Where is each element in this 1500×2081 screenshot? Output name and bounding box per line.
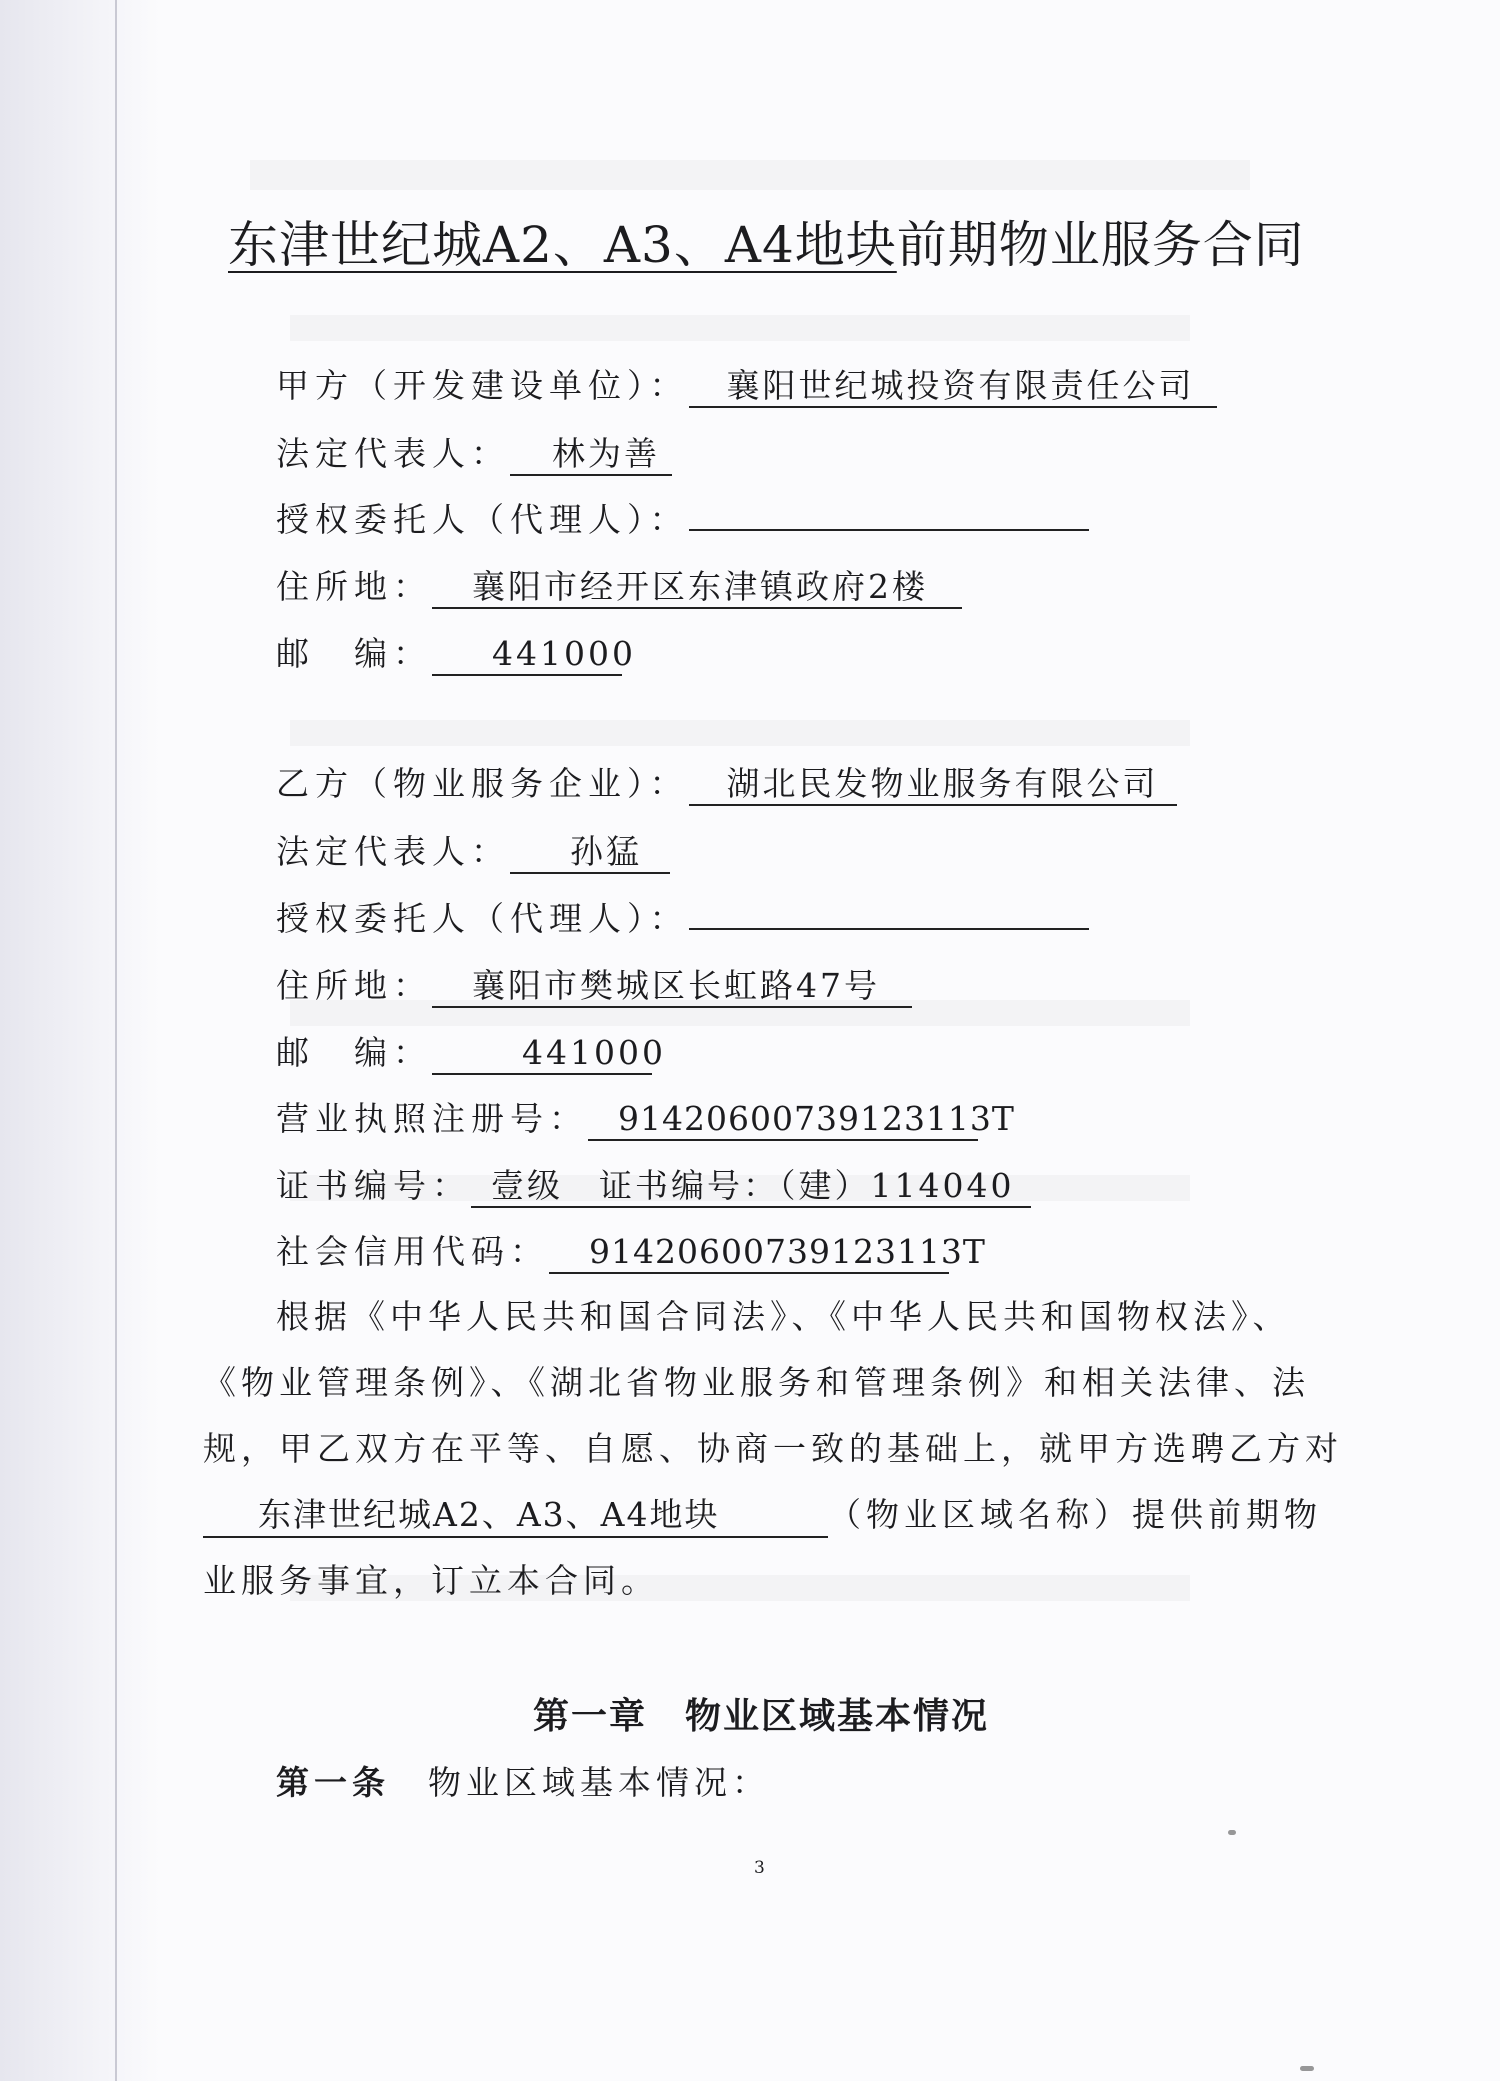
- document-title: [228, 205, 1305, 277]
- scan-speck-bottom: [1300, 2066, 1314, 2071]
- title-contract-name: 前期物业服务合同: [896, 216, 1305, 274]
- party-a-name: 襄阳世纪城投资有限责任公司: [689, 366, 1217, 408]
- party-b-rep: 孙猛: [510, 832, 670, 874]
- bleed-through-band-1: [250, 160, 1250, 190]
- party-b-address-line: [276, 960, 912, 1008]
- license-number: 91420600739123113T: [588, 1099, 978, 1141]
- bleed-through-band-2: [290, 315, 1190, 341]
- article-1: [276, 1757, 770, 1804]
- party-a-rep-line: [276, 428, 672, 476]
- party-a-address-line: [276, 561, 962, 609]
- scan-left-shadow: [0, 0, 160, 2081]
- party-b-agent-label: 授权委托人（代理人）：: [276, 899, 689, 938]
- party-b-postcode-line: [276, 1027, 666, 1075]
- party-b-agent-line: [276, 893, 1089, 940]
- party-b-line: [276, 758, 1177, 806]
- certificate-line: [276, 1160, 1031, 1208]
- credit-code: 91420600739123113T: [549, 1232, 949, 1274]
- page-number: 3: [754, 1858, 765, 1878]
- party-a-postcode-label: 邮 编：: [276, 634, 432, 673]
- party-b-name: 湖北民发物业服务有限公司: [689, 764, 1177, 806]
- party-b-agent-blank: [689, 900, 1089, 930]
- party-a-rep: 林为善: [510, 434, 672, 476]
- preamble-line-3: 规，甲乙双方在平等、自愿、协商一致的基础上，就甲方选聘乙方对: [203, 1429, 1343, 1468]
- party-b-address-label: 住所地：: [276, 966, 432, 1005]
- cert-no: （建）114040: [779, 1166, 1015, 1205]
- cert-label: 证书编号：: [276, 1166, 471, 1205]
- scan-fold-line: [115, 0, 117, 2081]
- party-b-label: 乙方（物业服务企业）：: [276, 764, 689, 803]
- preamble-line-4-rest: （物业区域名称）提供前期物: [828, 1495, 1322, 1534]
- bleed-through-band-3: [290, 720, 1190, 746]
- license-label: 营业执照注册号：: [276, 1099, 588, 1138]
- article-text: 物业区域基本情况：: [428, 1763, 770, 1802]
- party-a-label: 甲方（开发建设单位）：: [276, 366, 689, 405]
- cert-grade: 壹级: [491, 1166, 563, 1205]
- party-b-postcode: 441000: [432, 1033, 652, 1075]
- party-a-postcode-line: [276, 628, 636, 676]
- title-project-name: 东津世纪城A2、A3、A4地块: [228, 216, 897, 274]
- party-b-postcode-label: 邮 编：: [276, 1033, 432, 1072]
- party-a-line: [276, 360, 1217, 408]
- cert-field: [471, 1166, 1031, 1208]
- party-a-postcode: 441000: [432, 634, 622, 676]
- credit-code-line: [276, 1226, 986, 1274]
- party-a-agent-blank: [689, 501, 1089, 531]
- article-number: 第一条: [276, 1763, 390, 1802]
- preamble-line-1: 根据《中华人民共和国合同法》、《中华人民共和国物权法》、: [276, 1297, 1291, 1336]
- preamble-line-4: [203, 1489, 1322, 1538]
- party-a-address-label: 住所地：: [276, 567, 432, 606]
- preamble-line-2: 《物业管理条例》、《湖北省物业服务和管理条例》和相关法律、法: [203, 1363, 1310, 1402]
- credit-label: 社会信用代码：: [276, 1232, 549, 1271]
- party-a-agent-label: 授权委托人（代理人）：: [276, 500, 689, 539]
- license-line: [276, 1093, 1015, 1141]
- party-a-address: 襄阳市经开区东津镇政府2楼: [432, 567, 962, 609]
- party-b-rep-label: 法定代表人：: [276, 832, 510, 871]
- party-a-agent-line: [276, 494, 1089, 541]
- party-a-rep-label: 法定代表人：: [276, 434, 510, 473]
- party-b-rep-line: [276, 826, 670, 874]
- cert-no-label: 证书编号：: [599, 1166, 779, 1205]
- property-area-name: 东津世纪城A2、A3、A4地块: [203, 1489, 828, 1538]
- chapter-heading: 第一章 物业区域基本情况: [533, 1696, 990, 1737]
- party-b-address: 襄阳市樊城区长虹路47号: [432, 966, 912, 1008]
- scan-speck: [1228, 1830, 1236, 1835]
- preamble-line-5: 业服务事宜，订立本合同。: [203, 1561, 659, 1600]
